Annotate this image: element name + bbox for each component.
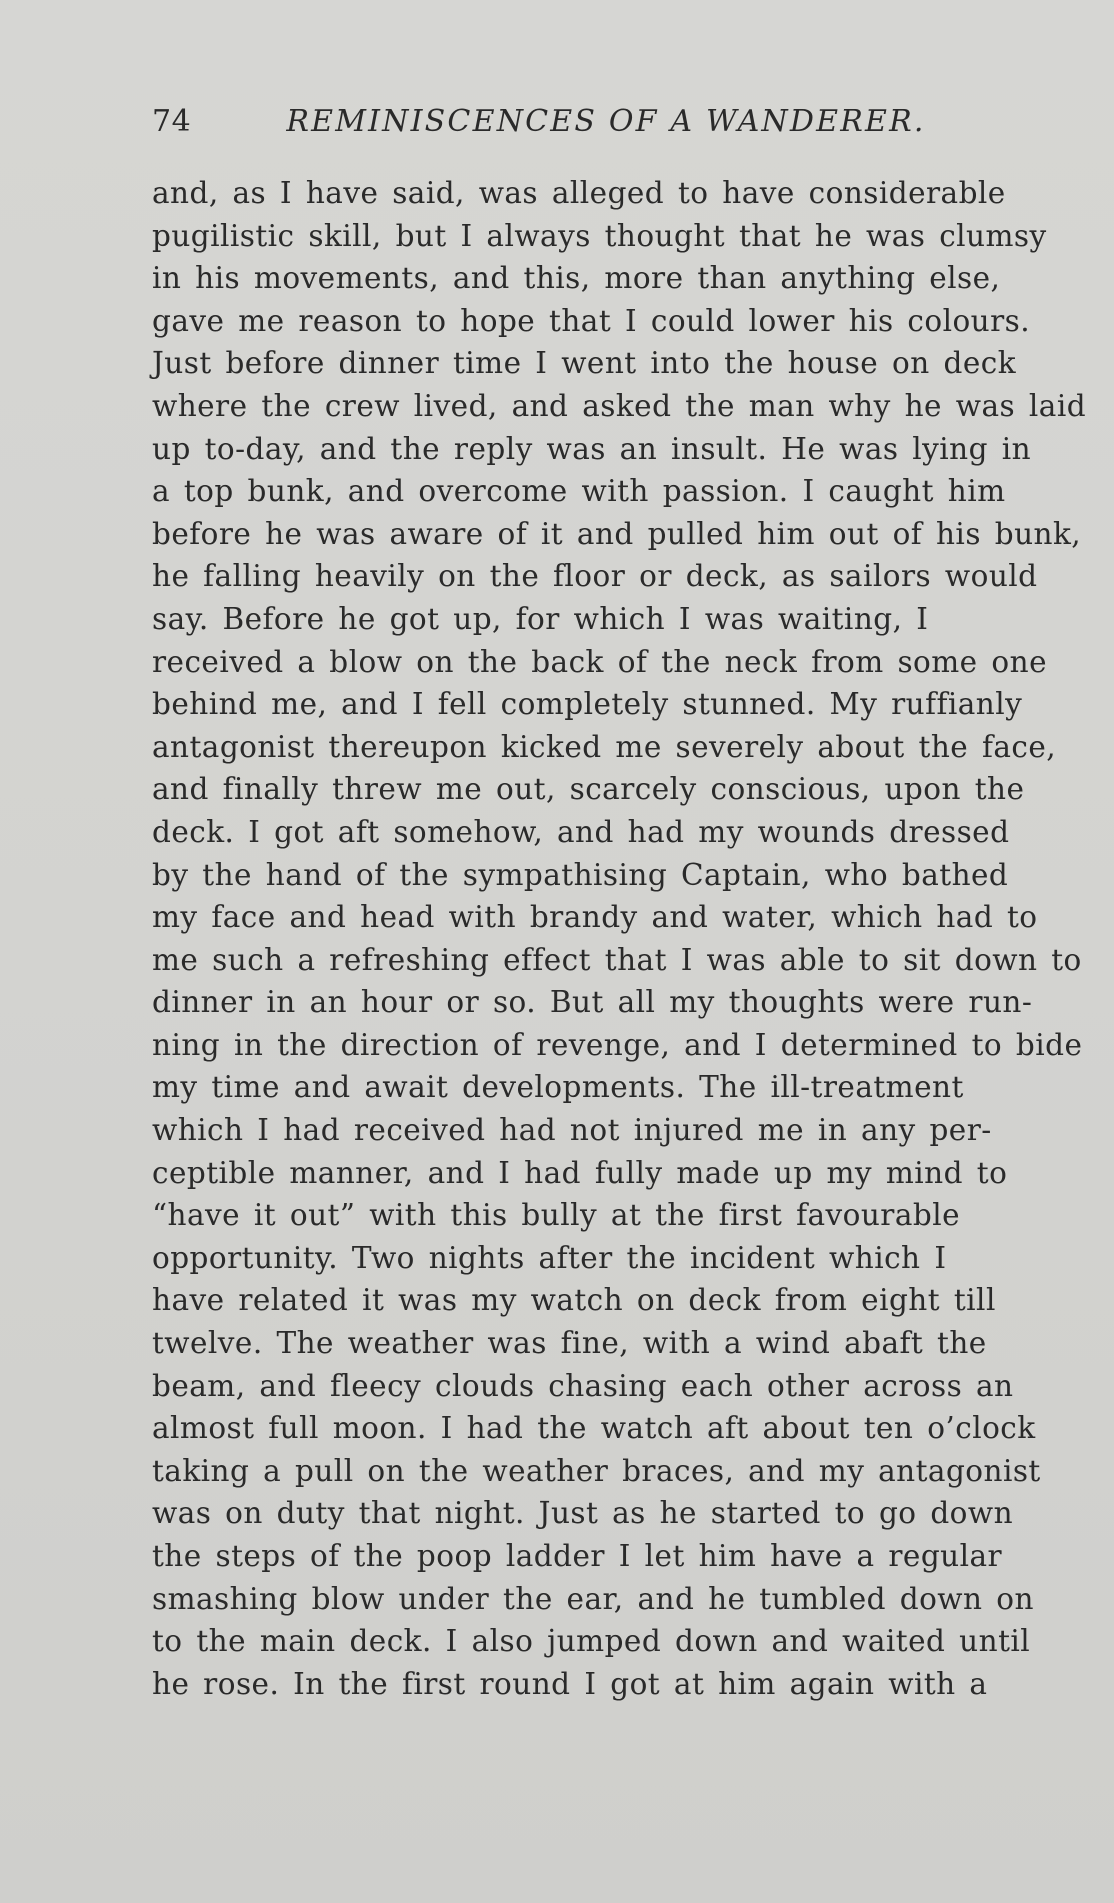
- text-line: up to-day, and the reply was an insult. He was lying in: [152, 431, 1032, 466]
- text-line: to the main deck. I also jumped down and waited until: [152, 1624, 1031, 1659]
- text-line: me such a refreshing effect that I was able to sit down to: [152, 942, 1082, 977]
- text-line: where the crew lived, and asked the man why he was laid: [152, 388, 1087, 423]
- text-line: ning in the direction of revenge, and I determined to bide: [152, 1027, 1083, 1062]
- text-line: my face and head with brandy and water, which had to: [152, 900, 1038, 935]
- page-number: 74: [152, 104, 192, 139]
- text-line: say. Before he got up, for which I was waiting, I: [152, 601, 929, 636]
- text-line: which I had received had not injured me in any per-: [152, 1113, 992, 1148]
- text-line: smashing blow under the ear, and he tumbled down on: [152, 1581, 1034, 1616]
- text-line: deck. I got aft somehow, and had my wounds dressed: [152, 814, 1010, 849]
- text-line: “have it out” with this bully at the first favourable: [152, 1198, 961, 1233]
- text-line: behind me, and I fell completely stunned. My ruffianly: [152, 687, 1023, 722]
- text-line: have related it was my watch on deck from eight till: [152, 1283, 996, 1318]
- page-header: [152, 104, 932, 144]
- text-line: he rose. In the first round I got at him again with a: [152, 1666, 988, 1701]
- text-line: a top bunk, and overcome with passion. I caught him: [152, 474, 1006, 509]
- text-line: he falling heavily on the floor or deck, as sailors would: [152, 559, 1038, 594]
- text-line: in his movements, and this, more than anything else,: [152, 261, 1001, 296]
- text-line: pugilistic skill, but I always thought that he was clumsy: [152, 218, 1047, 253]
- text-line: by the hand of the sympathising Captain, who bathed: [152, 857, 1009, 892]
- text-line: and finally threw me out, scarcely conscious, upon the: [152, 772, 1025, 807]
- text-line: before he was aware of it and pulled him out of his bunk,: [152, 516, 1082, 551]
- body-text: [152, 172, 1087, 1705]
- text-line: beam, and fleecy clouds chasing each other across an: [152, 1368, 1014, 1403]
- text-line: gave me reason to hope that I could lower his colours.: [152, 303, 1031, 338]
- text-line: was on duty that night. Just as he started to go down: [152, 1496, 1014, 1531]
- text-line: dinner in an hour or so. But all my thoughts were run-: [152, 985, 1033, 1020]
- text-line: and, as I have said, was alleged to have considerable: [152, 176, 1006, 210]
- running-head: REMINISCENCES OF A WANDERER.: [286, 104, 926, 139]
- text-line: Just before dinner time I went into the house on deck: [152, 346, 1017, 381]
- text-line: antagonist thereupon kicked me severely about the face,: [152, 729, 1057, 764]
- text-line: opportunity. Two nights after the incident which I: [152, 1240, 947, 1275]
- text-line: the steps of the poop ladder I let him have a regular: [152, 1539, 1003, 1573]
- text-line: almost full moon. I had the watch aft about ten o’clock: [152, 1411, 1036, 1446]
- text-line: ceptible manner, and I had fully made up my mind to: [152, 1155, 1008, 1190]
- text-line: my time and await developments. The ill-treatment: [152, 1070, 964, 1105]
- text-line: twelve. The weather was fine, with a wind abaft the: [152, 1326, 987, 1361]
- text-line: taking a pull on the weather braces, and my antagonist: [152, 1453, 1041, 1488]
- text-line: received a blow on the back of the neck from some one: [152, 644, 1047, 679]
